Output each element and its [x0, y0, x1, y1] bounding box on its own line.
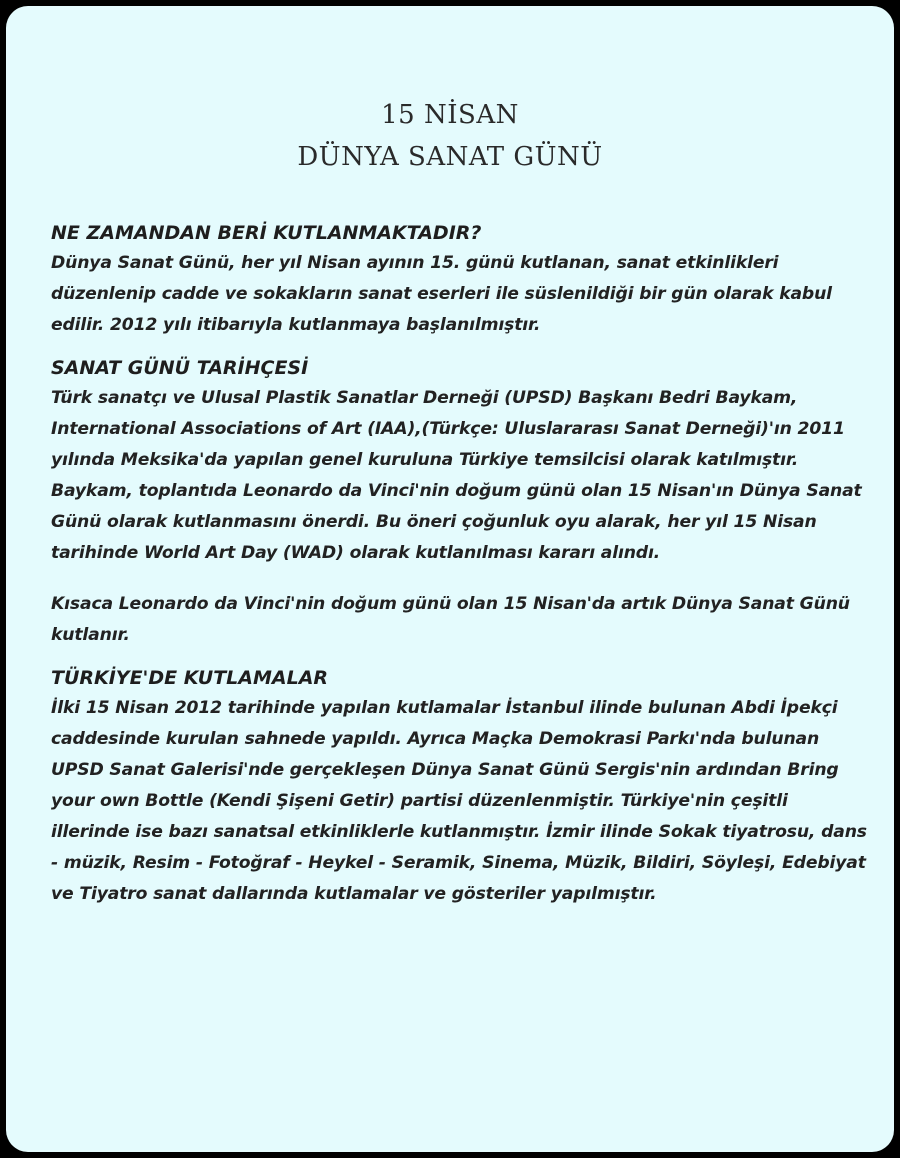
- title-line-2: DÜNYA SANAT GÜNÜ: [297, 142, 603, 172]
- section-heading: TÜRKİYE'DE KUTLAMALAR: [51, 667, 329, 689]
- section-paragraph: Türk sanatçı ve Ulusal Plastik Sanatlar Derneği (UPSD) Başkanı Bedri Baykam, International Associations of Art (IAA),(Türkçe: Uluslararası Sanat Derneği)'ın 2011 yılında Meksika'da yapılan genel kuruluna Türkiye temsilcisi olarak katılmıştır. Baykam, toplantıda Leonardo da Vinci'nin doğum günü olan 15 Nisan'ın Dünya Sanat Günü olarak kutlanmasını önerdi. Bu öneri çoğunluk oyu alarak, her yıl 15 Nisan tarihinde World Art Day (WAD) olarak kutlanılması kararı alındı.: [51, 388, 862, 563]
- section-paragraph: Kısaca Leonardo da Vinci'nin doğum günü olan 15 Nisan'da artık Dünya Sanat Günü kutlanır.: [51, 594, 850, 645]
- section-heading: NE ZAMANDAN BERİ KUTLANMAKTADIR?: [51, 222, 482, 244]
- document-card: [6, 6, 894, 1152]
- section-turkey-celebrations: [51, 663, 871, 910]
- document-body: [51, 218, 871, 910]
- title-line-1: 15 NİSAN: [381, 100, 519, 130]
- page-title: [6, 94, 894, 178]
- section-paragraph: Dünya Sanat Günü, her yıl Nisan ayının 15. günü kutlanan, sanat etkinlikleri düzenlenip cadde ve sokakların sanat eserleri ile süslenildiği bir gün olarak kabul edilir. 2012 yılı itibarıyla kutlanmaya başlanılmıştır.: [51, 253, 832, 335]
- section-heading: SANAT GÜNÜ TARİHÇESİ: [51, 357, 309, 379]
- section-since-when: [51, 218, 871, 341]
- section-history: [51, 353, 871, 651]
- section-paragraph: İlki 15 Nisan 2012 tarihinde yapılan kutlamalar İstanbul ilinde bulunan Abdi İpekçi caddesinde kurulan sahnede yapıldı. Ayrıca Maçka Demokrasi Parkı'nda bulunan UPSD Sanat Galerisi'nde gerçekleşen Dünya Sanat Günü Sergis'nin ardından Bring your own Bottle (Kendi Şişeni Getir) partisi düzenlenmiştir. Türkiye'nin çeşitli illerinde ise bazı sanatsal etkinliklerle kutlanmıştır. İzmir ilinde Sokak tiyatrosu, dans - müzik, Resim - Fotoğraf - Heykel - Seramik, Sinema, Müzik, Bildiri, Söyleşi, Edebiyat ve Tiyatro sanat dallarında kutlamalar ve gösteriler yapılmıştır.: [51, 698, 867, 904]
